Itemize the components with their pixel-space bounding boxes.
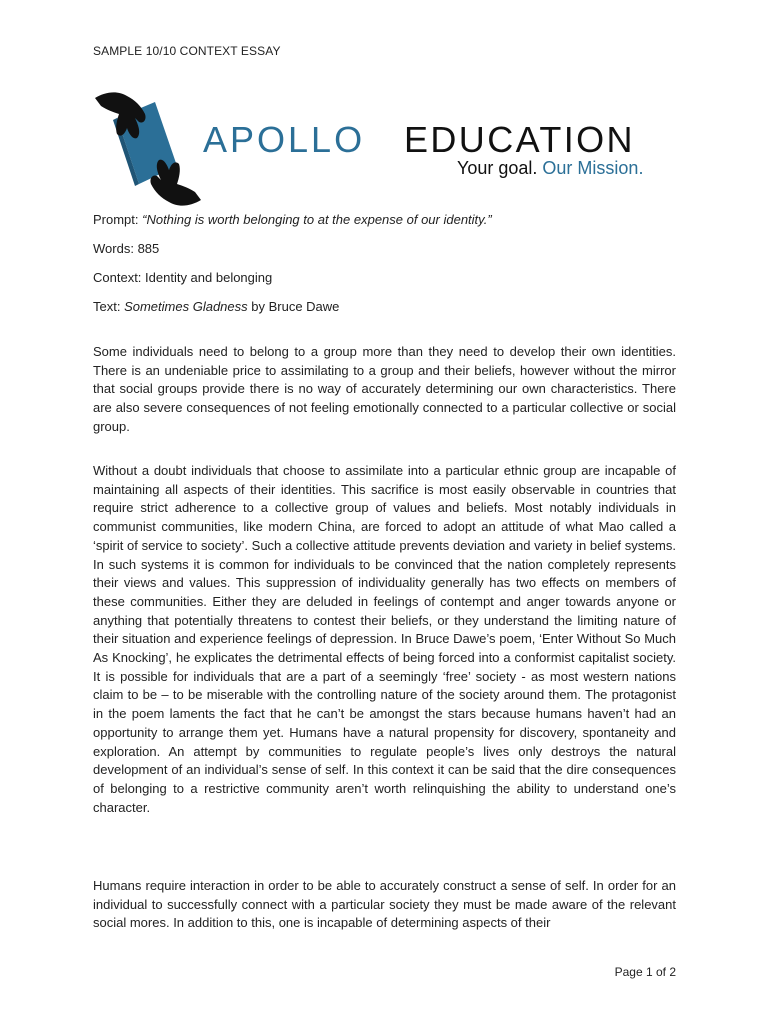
hands-book-icon [95,88,205,210]
brand-education-text: EDUCATION [404,119,635,160]
tagline-mission: Our Mission. [542,158,644,178]
essay-paragraph-1: Some individuals need to belong to a group more than they need to develop their own identities. There is an undeniable price to assimilating to a group and their beliefs, however without the mirror that social groups provide there is no way of accurately determining our own characteristics. There are also severe consequences of not feeling emotionally connected to a particular collective or social group. [93,344,676,434]
text-title: Sometimes Gladness [124,299,248,314]
text-line [93,299,339,314]
text-label: Text: [93,299,125,314]
essay-paragraph-3: Humans require interaction in order to be able to accurately construct a sense of self. In order for an individual to successfully connect with a particular society they must be made aware of the relevant social mores. In addition to this, one is incapable of determining aspects of their [93,878,676,931]
prompt-line [93,212,492,227]
word-count-line [93,241,159,256]
tagline-goal: Your goal. [457,158,538,178]
brand-apollo-text: APOLLO [203,119,366,160]
brand-tagline [457,158,643,179]
prompt-value: “Nothing is worth belonging to at the expense of our identity.” [142,212,492,227]
page-number: Page 1 of 2 [614,965,676,979]
document-header-label: SAMPLE 10/10 CONTEXT ESSAY [93,44,281,58]
context-line [93,270,272,285]
apollo-education-logo [95,88,685,210]
context-value: Identity and belonging [145,270,273,285]
words-value: 885 [137,241,160,256]
context-label: Context: [93,270,146,285]
text-author: by Bruce Dawe [247,299,340,314]
words-label: Words: [93,241,138,256]
essay-paragraph-2: Without a doubt individuals that choose to assimilate into a particular ethnic group are incapable of maintaining all aspects of their identities. This sacrifice is most easily observable in countries that require strict adherence to a collective group of values and beliefs. Most notably individuals in communist communities, like modern China, are forced to adopt an attitude of what Mao called a ‘spirit of service to society’. Such a collective attitude prevents deviation and variety in belief systems. In such systems it is common for individuals to be convinced that the nation completely represents their views and values. This suppression of individuality generally has two effects on members of these communities. Either they are deluded in feelings of contempt and anger towards anyone or anything that potentially threatens to contest their beliefs, or they understand the limiting nature of their situation and experience feelings of depression. In Bruce Dawe’s poem, ‘Enter Without So Much As Knocking’, he explicates the detrimental effects of being forced into a conformist capitalist society. It is possible for individuals that are a part of a seemingly ‘free’ society - as most western nations claim to be – to be miserable with the controlling nature of the society around them. The protagonist in the poem laments the fact that he can’t be amongst the stars because humans haven’t had an opportunity to arrange them yet. Humans have a natural propensity for discovery, spontaneity and exploration. An attempt by communities to regulate people’s lives only destroys the natural development of an individual’s sense of self. In this context it can be said that the dire consequences of belonging to a restrictive community aren’t worth relinquishing the ability to understand one’s character. [93,463,676,815]
prompt-label: Prompt: [93,212,143,227]
